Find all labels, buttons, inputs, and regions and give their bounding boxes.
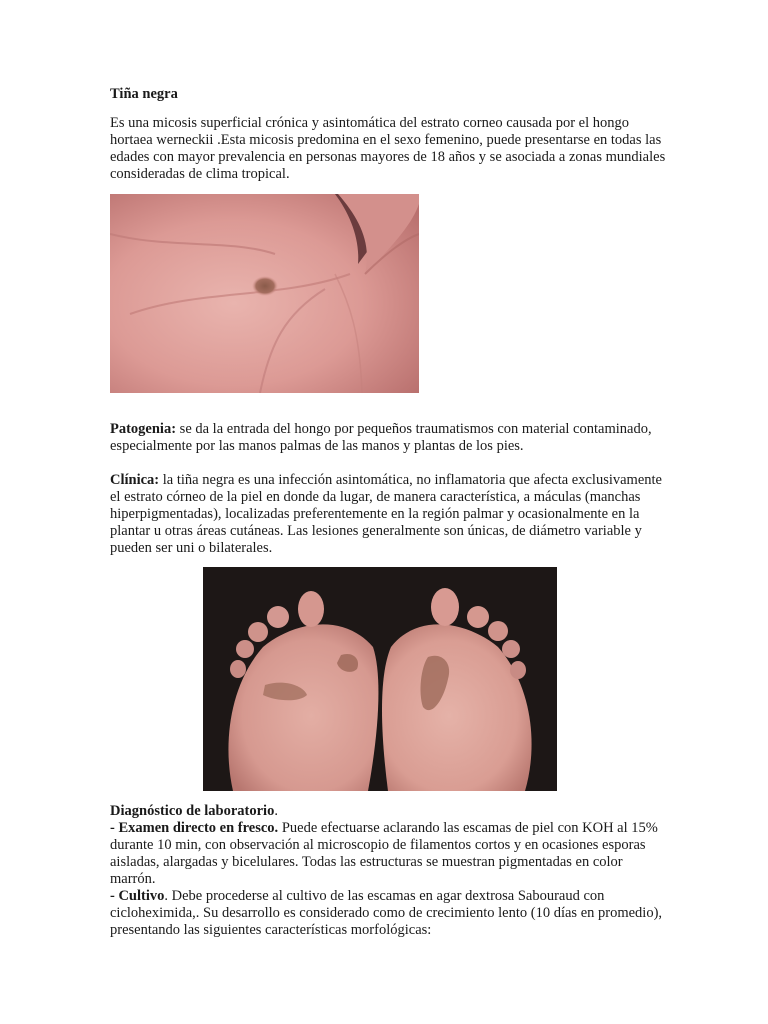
palm-lesion-photo [110,194,419,393]
patogenia-paragraph [110,421,670,455]
clinica-label: Clínica: [110,472,160,488]
patogenia-text: se da la entrada del hongo por pequeños traumatismos con material contaminado, especialmente por las manos palmas de las manos y plantas de los pies. [110,421,656,454]
cultivo-text: . Debe procederse al cultivo de las escamas en agar dextrosa Sabouraud con cicloheximida,. Su desarrollo es considerado como de crecimiento lento (10 días en promedio), presentando las siguientes características morfológicas: [110,888,666,938]
intro-text-1: Es una micosis superficial crónica y asintomática del estrato corneo causada por el hongo hortaea werneckii . [110,115,633,148]
intro-paragraph [110,115,670,183]
examen-label: - Examen directo en fresco. [110,820,279,836]
patogenia-label: Patogenia: [110,421,177,437]
examen-text: Puede efectuarse aclarando las escamas de piel con KOH al 15% durante 10 min, con observación al microscopio de filamentos cortos y en ocasiones esporas aisladas, alargadas y bicelulares. Todas las estructuras se muestran pigmentadas en color marrón. [110,820,662,887]
clinica-paragraph [110,472,670,557]
intro-text-2: Esta micosis predomina en el sexo femenino, puede presentarse en todas las edades con mayor prevalencia en personas mayores de 18 años y se asociada a zonas mundiales consideradas de clima tropical [110,132,669,182]
feet-lesion-photo [203,567,557,791]
intro-text-3: . [285,166,290,182]
document-title: Tiña negra [110,86,178,102]
diagnostico-heading: Diagnóstico de laboratorio [110,803,275,819]
clinica-text: la tiña negra es una infección asintomática, no inflamatoria que afecta exclusivamente el estrato córneo de la piel en donde da lugar, de manera característica, a máculas (manchas hiperpigmentadas), localizadas preferentemente en la región palmar y ocasionalmente en la plantar u otras áreas cutáneas. Las lesiones generalmente son únicas, de diámetro variable y pueden ser uni o bilaterales. [110,472,666,556]
diagnostico-heading-end: . [274,803,278,819]
cultivo-label: - Cultivo [110,888,165,904]
diagnostico-paragraph [110,803,670,939]
